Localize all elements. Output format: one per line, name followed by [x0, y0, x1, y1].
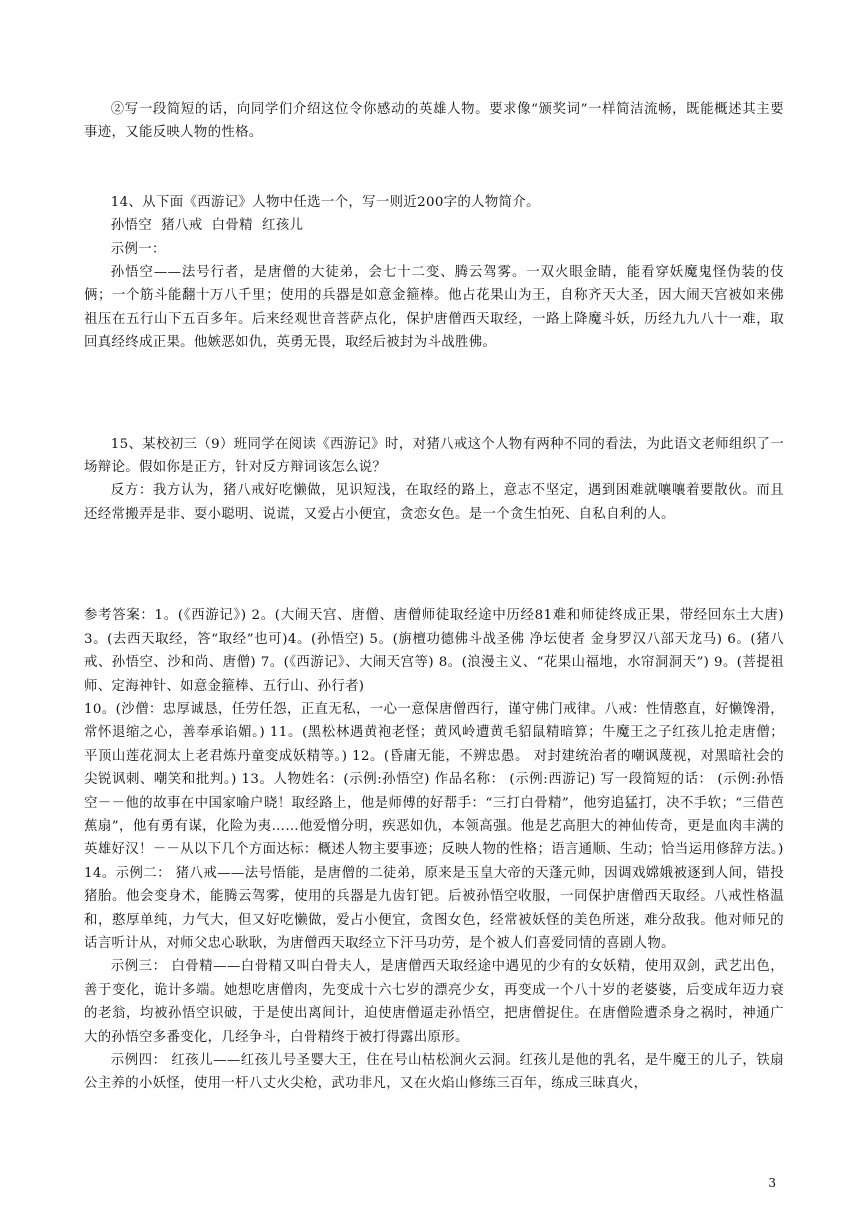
page-number: 3	[768, 1176, 776, 1190]
q14-prompt: 14、从下面《西游记》人物中任选一个，写一则近200字的人物简介。	[110, 194, 540, 210]
document-page	[84, 98, 784, 1096]
answers-14-example4: 示例四： 红孩儿——红孩儿号圣婴大王，住在号山枯松涧火云洞。红孩儿是他的乳名，是牛魔王的儿子，铁扇公主养的小妖怪，使用一杆八丈火尖枪，武功非凡，又在火焰山修练三百年，练成三昧真火，	[84, 1053, 784, 1092]
answers-1-9: 参考答案：1。(《西游记》) 2。(大闹天宫、唐僧、唐僧师徒取经途中历经81难和师徒终成正果，带经回东土大唐) 3。(去西天取经，答“取经”也可)4。(孙悟空) 5。(旃檀功德佛斗战圣佛 净坛使者 金身罗汉八部天龙马) 6。(猪八戒、孙悟空、沙和尚、唐僧) 7。(《西游记》、大闹天宫等) 8。(浪漫主义、“花果山福地，水帘洞洞天”) 9。(菩提祖师、定海神针、如意金箍棒、五行山、孙行者)	[84, 608, 784, 694]
answers-14-example2: 14。示例二： 猪八戒——法号悟能，是唐僧的二徒弟，原来是玉皇大帝的天蓬元帅，因调戏嫦娥被逐到人间，错投猪胎。他会变身术，能腾云驾雾，使用的兵器是九齿钉钯。后被孙悟空收服，一同保护唐僧西天取经。八戒性格温和，憨厚单纯，力气大，但又好吃懒做，爱占小便宜，贪图女色，经常被妖怪的美色所迷，难分敌我。他对师兄的话言听计从，对师父忠心耿耿，为唐僧西天取经立下汗马功劳，是个被人们喜爱同情的喜剧人物。	[84, 865, 784, 951]
q14-options: 孙悟空 猪八戒 白骨精 红孩儿	[110, 218, 304, 234]
q15-prompt: 15、某校初三（9）班同学在阅读《西游记》时，对猪八戒这个人物有两种不同的看法，为此语文老师组织了一场辩论。假如你是正方，针对反方辩词该怎么说？	[84, 436, 784, 476]
q13-part2-text: ②写一段简短的话，向同学们介绍这位令你感动的英雄人物。要求像“颁奖词”一样简洁流畅，既能概述其主要事迹，又能反映人物的性格。	[84, 102, 784, 141]
answers-14-example3: 示例三： 白骨精——白骨精又叫白骨夫人，是唐僧西天取经途中遇见的少有的女妖精，使用双剑，武艺出色，善于变化，诡计多端。她想吃唐僧肉，先变成十六七岁的漂亮少女，再变成一个八十岁的老婆婆，后变成年迈力衰的老翁，均被孙悟空识破，于是使出离间计，迫使唐僧逼走孙悟空，把唐僧捉住。在唐僧险遭杀身之祸时，神通广大的孙悟空多番变化，几经争斗，白骨精终于被打得露出原形。	[84, 959, 784, 1045]
q14-example-text: 孙悟空——法号行者，是唐僧的大徒弟，会七十二变、腾云驾雾。一双火眼金睛，能看穿妖魔鬼怪伪装的伎俩；一个筋斗能翻十万八千里；使用的兵器是如意金箍棒。他占花果山为王，自称齐天大圣，因大闹天宫被如来佛祖压在五行山下五百多年。后来经观世音菩萨点化，保护唐僧西天取经，一路上降魔斗妖，历经九九八十一难，取回真经终成正果。他嫉恶如仇，英勇无畏，取经后被封为斗战胜佛。	[84, 265, 784, 351]
q15-opponent-text: 反方：我方认为，猪八戒好吃懒做，见识短浅，在取经的路上，意志不坚定，遇到困难就嚷嚷着要散伙。而且还经常搬弄是非、耍小聪明、说谎，又爱占小便宜，贪恋女色。是一个贪生怕死、自私自利的人。	[84, 483, 784, 522]
answers-10-13: 10。(沙僧：忠厚诚恳，任劳任怨，正直无私，一心一意保唐僧西行，谨守佛门戒律。八戒：性情憨直，好懒馋滑，常怀退缩之心，善奉承谄媚。) 11。(黑松林遇黄袍老怪；黄风岭遭黄毛貂鼠精暗算；牛魔王之子红孩儿抢走唐僧；平顶山莲花洞太上老君炼丹童变成妖精等。) 12。(昏庸无能，不辨忠愚。 对封建统治者的嘲讽蔑视，对黑暗社会的尖锐讽刺、嘲笑和批判。) 13。人物姓名：(示例:孙悟空) 作品名称： (示例:西游记) 写一段简短的话： (示例:孙悟空－－他的故事在中国家喻户晓！取经路上，他是师傅的好帮手：“三打白骨精”，他穷追猛打，决不手软；“三借芭蕉扇”，他有勇有谋，化险为夷……他爱憎分明，疾恶如仇，本领高强。他是艺高胆大的神仙传奇，更是血肉丰满的英雄好汉！－－从以下几个方面达标：概述人物主要事迹；反映人物的性格；语言通顺、生动；恰当运用修辞方法。)	[84, 701, 784, 858]
q14-example-label: 示例一：	[110, 241, 166, 257]
